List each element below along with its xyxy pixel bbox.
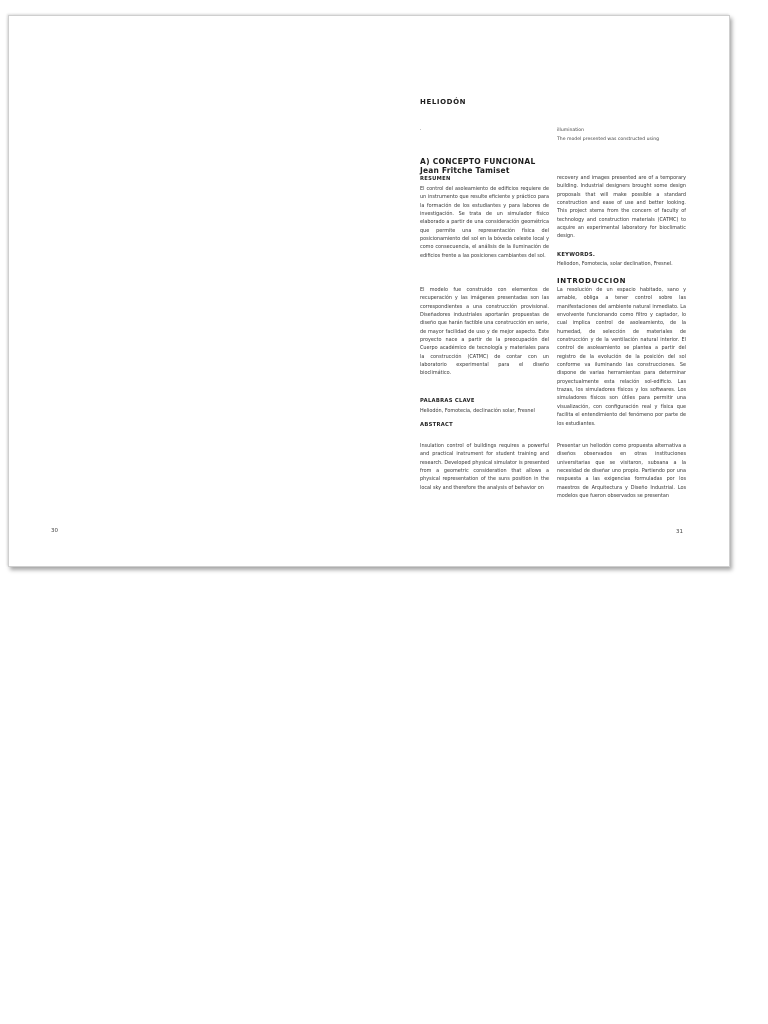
abstract-continued: recovery and images presented are of a temporary building. Industrial designers brought some design proposals that will make possible a standard construction and ease of use and better looking. This project stems from the concern of faculty of technology and construction materials (CATMC) to acquire an experimental laboratory for bioclimatic design. [557,175,686,240]
abstract-fragment-line: The model presented was constructed using [557,137,660,142]
introduction-text-continued: Presentar un heliodón como propuesta alternativa a diseños observados en otras instituciones universitarias que se visitaron, subsana a la necesidad de diseñar uno propio. Partiendo por una respuesta a las exigencias formuladas por los maestros de Arquitectura y Diseño Industrial. Los modelos que fueron observados se presentan [557,443,686,500]
palabras-clave-label: PALABRAS CLAVE [420,398,475,404]
section-title: A) CONCEPTO FUNCIONAL [420,157,536,166]
introduction-title: INTRODUCCION [557,277,627,285]
page-number-right: 31 [676,529,683,535]
palabras-clave-text: Heliodón, Fomotecia, declinación solar, Fresnel [420,408,535,414]
running-head: HELIODÓN [420,98,467,106]
resumen-text: El control del asoleamiento de edificios requiere de un instrumento que resulte eficiente y práctico para la formación de los estudiantes y para labores de investigación. Se trata de un simulador físico elaborado a partir de una consideración geométrica que permite una representación física del posicionamiento del sol en la bóveda celeste local y como consecuencia, el análisis de la iluminación de edificios frente a las posiciones cambiantes del sol. [420,186,549,259]
abstract-fragment-top: illumination [557,128,585,133]
abstract-label: ABSTRACT [420,422,453,428]
abstract-text: Insulation control of buildings requires a powerful and practical instrument for student training and research. Developed physical simulator is presented from a geometric consideration that allows a physical representation of the suns position in the local sky and therefore the analysis of behavior on [420,443,549,491]
column-marker: · [420,128,422,133]
resumen-label: RESUMEN [420,176,451,182]
keywords-text: Heliodon, Fomotecia, solar declination, Fresnel. [557,261,673,267]
keywords-label: KEYWORDS. [557,252,596,258]
introduction-text: La resolución de un espacio habitado, sano y amable, obliga a tener control sobre las manifestaciones del ambiente natural inmediato. La envolvente funcionando como filtro y captador, lo cual implica control de asoleamiento, de la humedad, de selección de materiales de construcción y de la ventilación natural interior. El control de asoleamiento se plantea a partir del registro de la evolución de la posición del sol conforme va iluminando las construcciones. Se dispone de varias herramientas para determinar proyectualmente esta relación sol-edificio. Las trazas, los simuladores físicos y los softwares. Los simuladores físicos son útiles para permitir una visualización, con configuración real y física que facilita el entendimiento del fenómeno por parte de los estudiantes. [557,287,686,427]
book-spread [8,15,730,567]
resumen-text-continued: El modelo fue construido con elementos de recuperación y las imágenes presentadas son las correspondientes a una construcción provisional. Diseñadores industriales aportarán propuestas de diseño que harán factible una construcción en serie, de mayor facilidad de uso y de mejor aspecto. Este proyecto nace a partir de la preocupación del Cuerpo académico de tecnología y materiales para la construcción (CATMC) de contar con un laboratorio experimental para el diseño bioclimático. [420,287,549,377]
author-name: Jean Fritche Tamiset [420,166,510,175]
page-number-left: 30 [51,528,58,534]
